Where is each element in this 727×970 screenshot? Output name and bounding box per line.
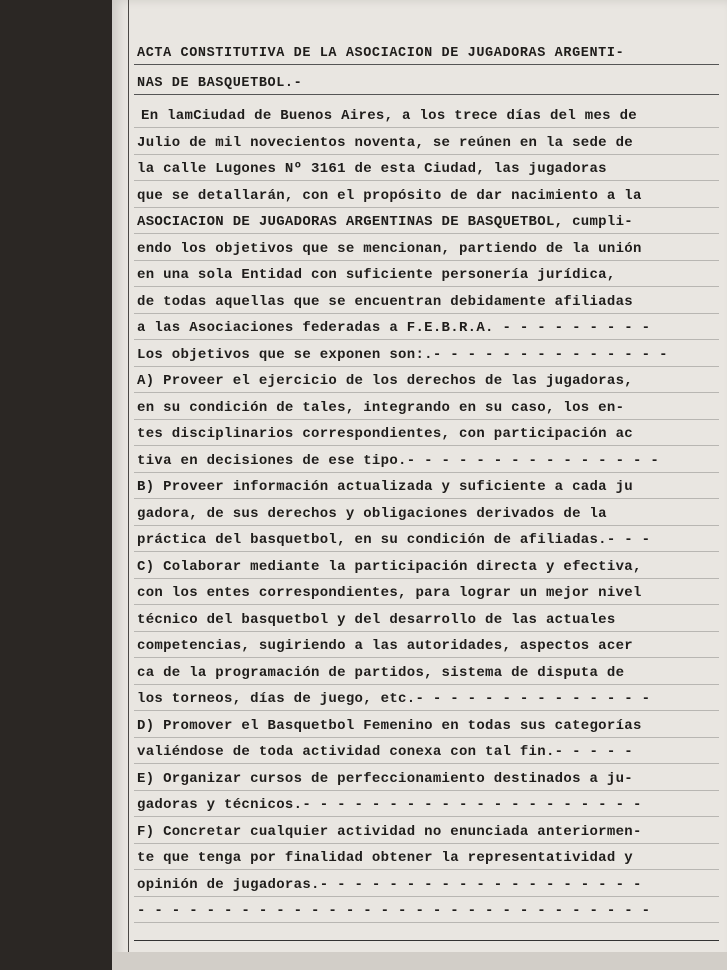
document-title-line-1: ACTA CONSTITUTIVA DE LA ASOCIACION DE JUGADORAS ARGENTI-	[137, 46, 625, 61]
typewritten-page	[112, 0, 727, 970]
ruled-line	[134, 869, 719, 870]
document-line: F) Concretar cualquier actividad no enunciada anteriormen-	[137, 823, 642, 840]
ruled-line	[134, 339, 719, 340]
ruled-line	[134, 790, 719, 791]
ruled-line	[134, 445, 719, 446]
ruled-line	[134, 684, 719, 685]
ruled-line	[134, 313, 719, 314]
document-line: gadoras y técnicos.- - - - - - - - - - - - - - - - - - - -	[137, 797, 642, 813]
ruled-line	[134, 551, 719, 552]
document-line: tes disciplinarios correspondientes, con participación ac	[137, 426, 633, 442]
document-line: Julio de mil novecientos noventa, se reúnen en la sede de	[137, 134, 633, 151]
ruled-line	[134, 392, 719, 393]
document-line: En lamCiudad de Buenos Aires, a los trece días del mes de	[141, 108, 637, 124]
bottom-rule	[134, 940, 719, 941]
document-line: práctica del basquetbol, en su condición de afiliadas.- - -	[137, 532, 651, 548]
document-line: D) Promover el Basquetbol Femenino en todas sus categorías	[137, 717, 642, 734]
ruled-line	[134, 763, 719, 764]
ruled-line	[134, 525, 719, 526]
document-line: endo los objetivos que se mencionan, partiendo de la unión	[137, 240, 642, 257]
ruled-line	[134, 657, 719, 658]
document-title-line-2: NAS DE BASQUETBOL.-	[137, 76, 303, 91]
ruled-line	[134, 154, 719, 155]
document-line: con los entes correspondientes, para lograr un mejor nivel	[137, 585, 642, 601]
document-line: de todas aquellas que se encuentran debidamente afiliadas	[137, 293, 633, 310]
ruled-line	[134, 366, 719, 367]
document-line: - - - - - - - - - - - - - - - - - - - - - - - - - - - - - -	[137, 903, 651, 919]
document-line: ASOCIACION DE JUGADORAS ARGENTINAS DE BASQUETBOL, cumpli-	[137, 214, 633, 230]
ruled-line	[134, 472, 719, 473]
ruled-line	[134, 896, 719, 897]
document-line: que se detallarán, con el propósito de dar nacimiento a la	[137, 187, 642, 204]
page-bottom-edge	[112, 952, 727, 970]
ruled-line	[134, 207, 719, 208]
ruled-line	[134, 127, 719, 128]
title-underline-1	[134, 64, 719, 65]
ruled-line	[134, 604, 719, 605]
ruled-line	[134, 233, 719, 234]
document-line: te que tenga por finalidad obtener la representatividad y	[137, 850, 633, 866]
ruled-line	[134, 578, 719, 579]
ruled-line	[134, 498, 719, 499]
document-line: gadora, de sus derechos y obligaciones derivados de la	[137, 505, 607, 522]
document-line: técnico del basquetbol y del desarrollo de las actuales	[137, 611, 616, 628]
document-line: tiva en decisiones de ese tipo.- - - - - - - - - - - - - - -	[137, 452, 660, 469]
document-line: C) Colaborar mediante la participación directa y efectiva,	[137, 558, 642, 575]
document-line: valiéndose de toda actividad conexa con tal fin.- - - - -	[137, 744, 633, 760]
document-line: en su condición de tales, integrando en su caso, los en-	[137, 399, 625, 416]
document-line: los torneos, días de juego, etc.- - - - - - - - - - - - - -	[137, 691, 651, 707]
ruled-line	[134, 710, 719, 711]
document-line: la calle Lugones Nº 3161 de esta Ciudad, las jugadoras	[137, 161, 607, 177]
ruled-line	[134, 260, 719, 261]
document-line: en una sola Entidad con suficiente personería jurídica,	[137, 267, 616, 283]
ruled-line	[134, 737, 719, 738]
left-margin-line	[128, 0, 129, 970]
document-line: A) Proveer el ejercicio de los derechos de las jugadoras,	[137, 373, 633, 389]
ruled-line	[134, 922, 719, 923]
ruled-line	[134, 419, 719, 420]
document-line: ca de la programación de partidos, sistema de disputa de	[137, 664, 625, 681]
document-line: competencias, sugiriendo a las autoridades, aspectos acer	[137, 638, 633, 654]
document-line: B) Proveer información actualizada y suficiente a cada ju	[137, 479, 633, 495]
ruled-line	[134, 843, 719, 844]
ruled-line	[134, 816, 719, 817]
document-line: E) Organizar cursos de perfeccionamiento destinados a ju-	[137, 770, 633, 787]
title-underline-2	[134, 94, 719, 95]
document-line: a las Asociaciones federadas a F.E.B.R.A. - - - - - - - - -	[137, 320, 651, 336]
document-line: opinión de jugadoras.- - - - - - - - - - - - - - - - - - -	[137, 876, 642, 893]
ruled-line	[134, 180, 719, 181]
ruled-line	[134, 631, 719, 632]
document-line: Los objetivos que se exponen son:.- - - - - - - - - - - - - -	[137, 346, 668, 363]
ruled-line	[134, 286, 719, 287]
